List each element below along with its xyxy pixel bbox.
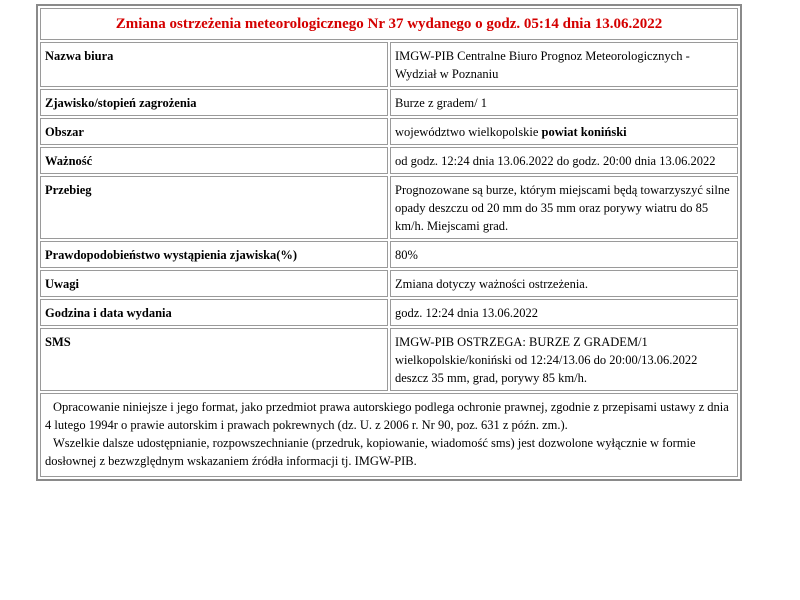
warning-table <box>38 6 740 479</box>
footer-paragraph-redistribution: Wszelkie dalsze udostępnianie, rozpowszechnianie (przedruk, kopiowanie, wiadomość sms) jest dozwolone wyłącznie w formie dosłownej z bezwzględnym wskazaniem źródła informacji tj. IMGW-PIB. <box>45 436 696 468</box>
row-value-area <box>390 118 738 145</box>
table-row <box>40 147 738 174</box>
row-value-phenomenon: Burze z gradem/ 1 <box>390 89 738 116</box>
table-row <box>40 176 738 239</box>
footer-paragraph-copyright: Opracowanie niniejsze i jego format, jako przedmiot prawa autorskiego podlega ochronie prawnej, zgodnie z przepisami ustawy z dnia 4 lutego 1994r o prawie autorskim i prawach pokrewnych (dz. U. z 2006 r. Nr 90, poz. 631 z późn. zm.). <box>45 400 729 432</box>
row-label-course: Przebieg <box>40 176 388 239</box>
row-label-remarks: Uwagi <box>40 270 388 297</box>
table-row <box>40 89 738 116</box>
row-value-sms: IMGW-PIB OSTRZEGA: BURZE Z GRADEM/1 wielkopolskie/koniński od 12:24/13.06 do 20:00/13.06.2022 deszcz 35 mm, grad, porywy 85 km/h. <box>390 328 738 391</box>
area-region: województwo wielkopolskie <box>395 125 539 139</box>
row-value-office: IMGW-PIB Centralne Biuro Prognoz Meteorologicznych - Wydział w Poznaniu <box>390 42 738 87</box>
copyright-notice <box>40 393 738 477</box>
row-label-phenomenon: Zjawisko/stopień zagrożenia <box>40 89 388 116</box>
row-value-issued: godz. 12:24 dnia 13.06.2022 <box>390 299 738 326</box>
row-value-course: Prognozowane są burze, którym miejscami będą towarzyszyć silne opady deszczu od 20 mm do 35 mm oraz porywy wiatru do 85 km/h. Miejscami grad. <box>390 176 738 239</box>
warning-title: Zmiana ostrzeżenia meteorologicznego Nr 37 wydanego o godz. 05:14 dnia 13.06.2022 <box>40 8 738 40</box>
footer-text <box>45 398 733 470</box>
row-label-area: Obszar <box>40 118 388 145</box>
table-row <box>40 299 738 326</box>
row-value-probability: 80% <box>390 241 738 268</box>
table-row <box>40 118 738 145</box>
row-label-office: Nazwa biura <box>40 42 388 87</box>
row-value-validity: od godz. 12:24 dnia 13.06.2022 do godz. 20:00 dnia 13.06.2022 <box>390 147 738 174</box>
row-value-remarks: Zmiana dotyczy ważności ostrzeżenia. <box>390 270 738 297</box>
row-label-sms: SMS <box>40 328 388 391</box>
table-row <box>40 328 738 391</box>
row-label-validity: Ważność <box>40 147 388 174</box>
title-row <box>40 8 738 40</box>
table-row <box>40 42 738 87</box>
warning-document <box>36 4 742 481</box>
table-row <box>40 270 738 297</box>
table-row <box>40 241 738 268</box>
area-county: powiat koniński <box>541 125 627 139</box>
footer-row <box>40 393 738 477</box>
row-label-issued: Godzina i data wydania <box>40 299 388 326</box>
row-label-probability: Prawdopodobieństwo wystąpienia zjawiska(%) <box>40 241 388 268</box>
